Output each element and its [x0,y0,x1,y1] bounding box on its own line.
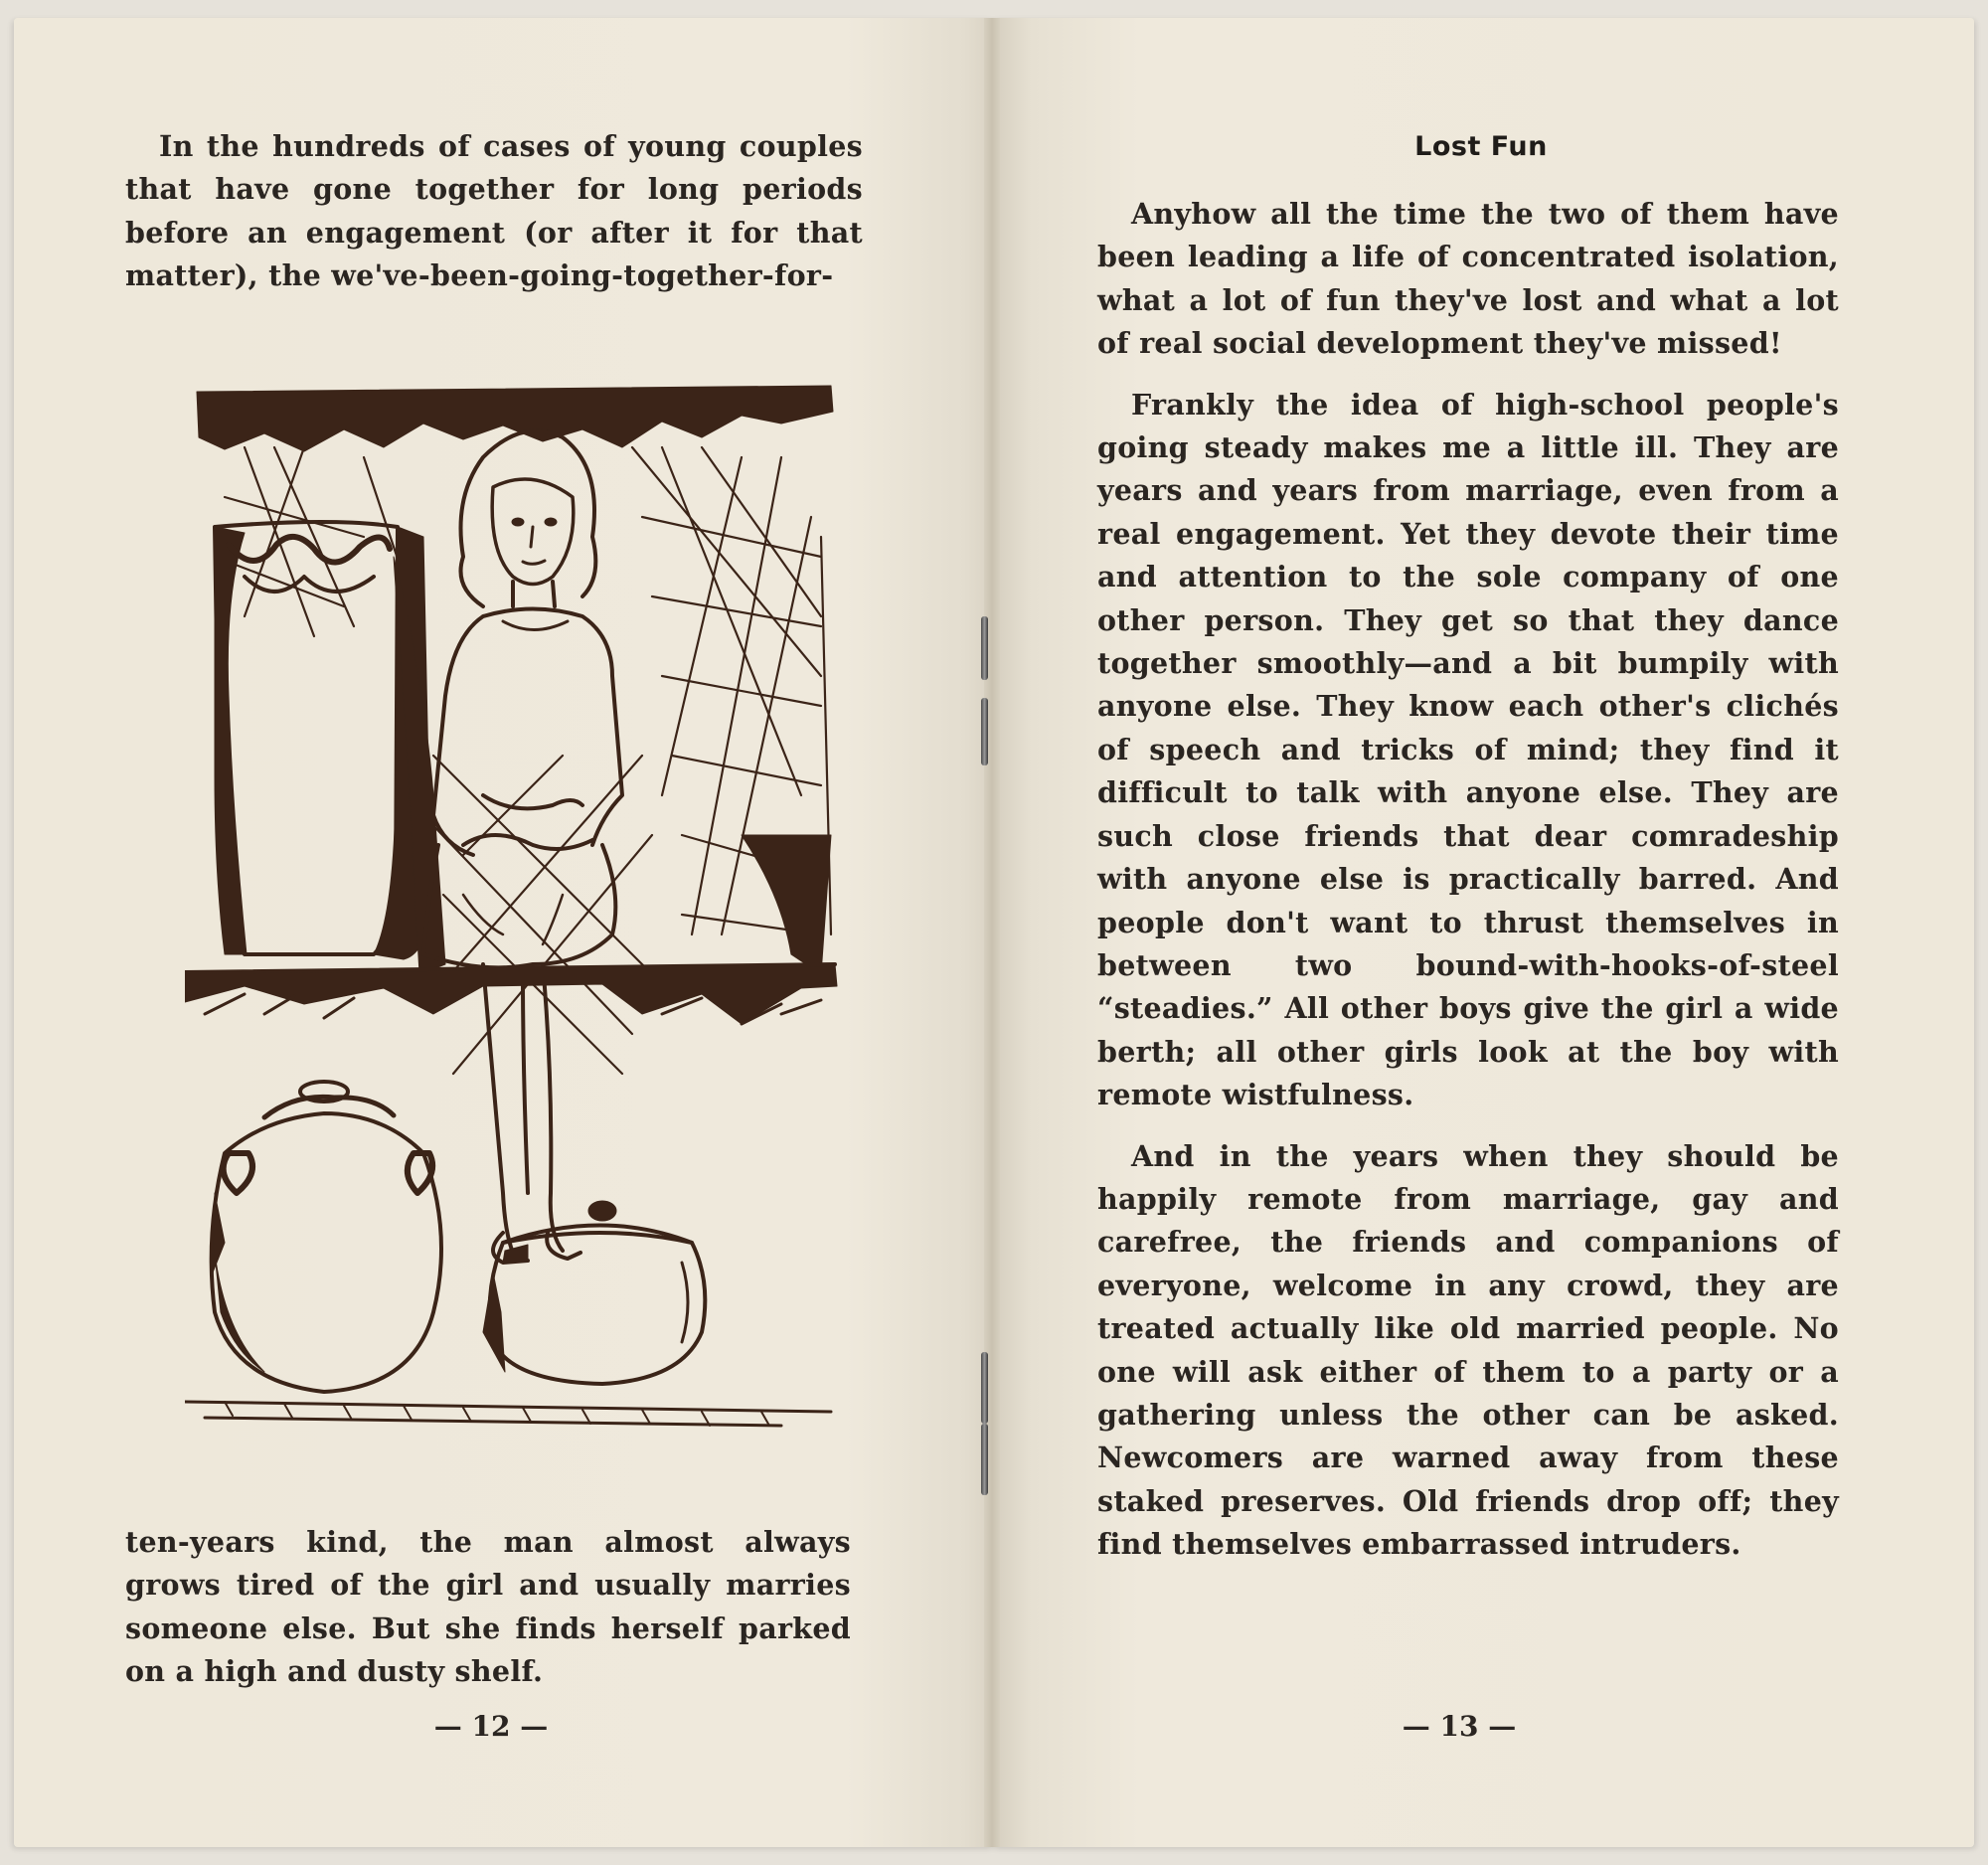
staple-bottom-lower [981,1424,988,1495]
top-shelf-shadow [197,386,833,451]
running-head: Lost Fun [1414,131,1548,162]
page-number-right: — 13 — [1402,1710,1517,1743]
binding-gutter [984,18,1000,1847]
left-paragraph-bottom-text: ten-years kind, the man almost always grows tired of the girl and usually marries someone else. But she finds herself parked on a high and dusty shelf. [125,1525,851,1689]
right-paragraph-1: Anyhow all the time the two of them have been leading a life of concentrated isolation, what a lot of fun they've lost and what a lot of real social development they've missed! [1097,197,1839,361]
main-shelf [185,964,837,1024]
staple-bottom [981,1352,988,1424]
illustration-girl-on-shelf [185,378,841,1441]
tall-vase-left-shade [215,527,247,954]
staple-top-lower [981,698,988,765]
page-number-left: — 12 — [433,1710,549,1743]
girl-sweater [433,582,622,855]
girl-skirt [423,845,615,967]
girl-legs [483,964,563,1253]
left-paragraph-bottom [125,1521,851,1694]
left-paragraph-top [125,125,863,298]
right-paragraph-3: And in the years when they should be happily remote from marriage, gay and carefree, the friends and companions of everyone, welcome in any crowd, they are treated actually like old married people. No one will ask either of them to a party or a gathering unless the other can be asked. Newcomers are warned away from these staked preserves. Old friends drop off; they find themselves embarrassed intruders. [1097,1138,1839,1562]
staple-top [981,616,988,680]
tall-vase-outline [215,522,398,954]
girl-hair [461,430,596,606]
left-paragraph-top-text: In the hundreds of cases of young couples that have gone together for long periods before an engagement (or after it for that matter), the we've-been-going-together-for- [125,129,863,293]
right-page-body [1097,193,1839,1567]
right-paragraph-2: Frankly the idea of high-school people's going steady makes me a little ill. They are years and years from marriage, even from a real engagement. Yet they devote their time and attention to the sole company of one other person. They get so that they dance together smoothly—and a bit bumpily with anyone else. They know each other's clichés of speech and tricks of mind; they find it difficult to talk with anyone else. They are such close friends that dear comradeship with anyone else is practically barred. And people don't want to thrust themselves in between two bound-with-hooks-of-steel “steadies.” All other boys give the girl a wide berth; all other girls look at the boy with remote wistfulness. [1097,387,1839,1112]
